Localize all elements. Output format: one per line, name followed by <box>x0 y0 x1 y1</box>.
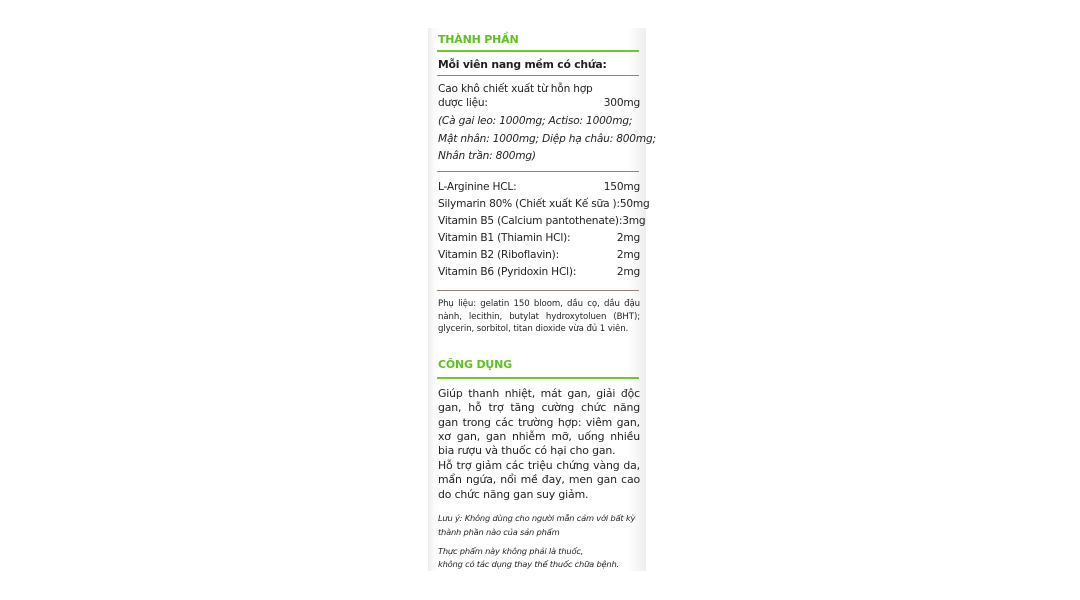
ingredient-amount: 2mg <box>616 232 640 244</box>
ingredient-name: Vitamin B2 (Riboflavin): <box>438 249 559 261</box>
divider <box>437 171 639 172</box>
herb-line: Mật nhân: 1000mg; Diệp hạ châu: 800mg; <box>438 133 656 145</box>
ingredient-row <box>438 215 646 227</box>
ingredient-name: Vitamin B1 (Thiamin HCl): <box>438 232 571 244</box>
ingredient-amount: 3mg <box>622 215 646 227</box>
ingredient-amount: 2mg <box>616 249 640 261</box>
excipients-text: Phụ liệu: gelatin 150 bloom, dầu cọ, dầu đậu nành, lecithin, butylat hydroxytoluen (BHT); glycerin, sorbitol, titan dioxide vừa đủ 1 viên. <box>438 299 640 334</box>
disclaimer-line: không có tác dụng thay thế thuốc chữa bệnh. <box>438 559 619 569</box>
ingredient-amount: 150mg <box>603 181 640 193</box>
ingredient-row <box>438 198 650 210</box>
package-side-panel <box>428 28 656 571</box>
ingredient-row <box>438 232 640 244</box>
ingredient-row <box>438 249 640 261</box>
ingredient-name: Vitamin B5 (Calcium pantothenate): <box>438 215 623 227</box>
ingredient-amount: 2mg <box>616 266 640 278</box>
ingredient-name: Silymarin 80% (Chiết xuất Kế sữa ): <box>438 198 620 210</box>
extract-line1: Cao khô chiết xuất từ hỗn hợp <box>438 83 593 95</box>
ingredients-heading: THÀNH PHẦN <box>438 33 519 46</box>
disclaimer-line: Thực phẩm này không phải là thuốc, <box>438 546 584 556</box>
uses-text-2: Hỗ trợ giảm các triệu chứng vàng da, mẩn ngứa, nổi mề đay, men gan cao do chức năng gan suy giảm. <box>438 459 640 501</box>
ingredient-name: Vitamin B6 (Pyridoxin HCl): <box>438 266 577 278</box>
extract-line2 <box>438 97 640 109</box>
extract-label: dược liệu: <box>438 97 488 109</box>
divider <box>437 75 639 76</box>
note-text: Lưu ý: Không dùng cho người mẫn cảm với bất kỳ thành phần nào của sản phẩm <box>438 513 636 537</box>
herb-line: Nhân trần: 800mg) <box>438 150 536 162</box>
uses-text-1: Giúp thanh nhiệt, mát gan, giải độc gan, hỗ trợ tăng cường chức năng gan trong các trường hợp: viêm gan, xơ gan, gan nhiễm mỡ, uống nhiều bia rượu và thuốc có hại cho gan. <box>438 387 640 458</box>
divider <box>437 290 639 291</box>
ingredient-row <box>438 181 640 193</box>
uses-heading: CÔNG DỤNG <box>438 358 512 371</box>
ingredients-subheading: Mỗi viên nang mềm có chứa: <box>438 58 607 71</box>
ingredient-name: L-Arginine HCL: <box>438 181 517 193</box>
herb-line: (Cà gai leo: 1000mg; Actiso: 1000mg; <box>438 115 633 127</box>
green-rule <box>437 377 639 379</box>
ingredient-amount: 50mg <box>619 198 650 210</box>
ingredient-row <box>438 266 640 278</box>
extract-amount: 300mg <box>603 97 640 109</box>
green-rule <box>437 50 639 52</box>
